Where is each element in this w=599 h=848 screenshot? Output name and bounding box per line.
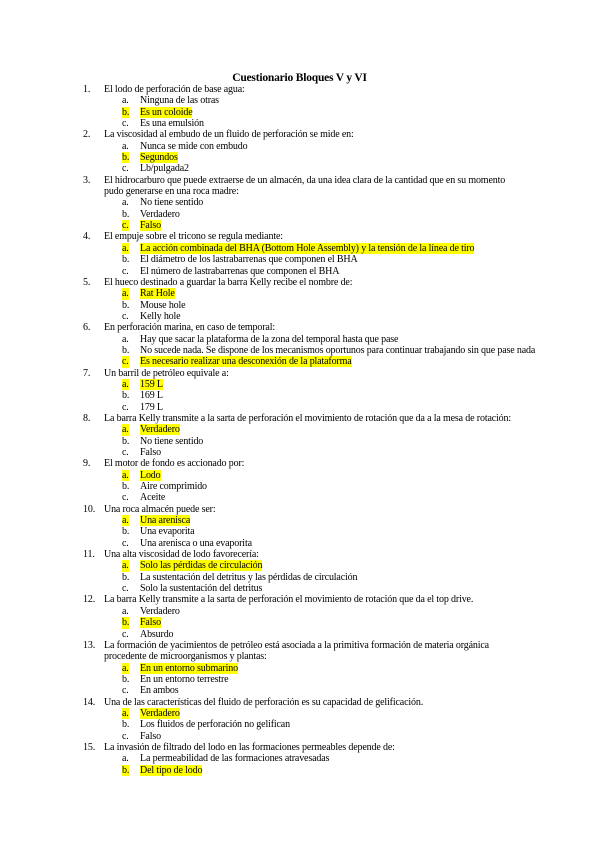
option-list — [104, 424, 515, 458]
question-text: El hidrocarburo que puede extraerse de un almacén, da una idea clara de la cantidad que en su momento pudo generarse en una roca madre: — [104, 174, 506, 198]
question-item — [0, 697, 599, 742]
option-letter: b. — [122, 435, 130, 447]
option-item-highlighted — [104, 560, 515, 571]
option-letter: c. — [122, 447, 129, 458]
option-letter: b. — [122, 764, 130, 776]
question-item — [0, 129, 599, 174]
option-text: Es una emulsión — [140, 118, 204, 130]
option-letter: b. — [122, 571, 130, 583]
option-letter: a. — [122, 662, 129, 674]
option-letter: b. — [122, 481, 130, 493]
option-item — [104, 266, 515, 277]
option-letter: b. — [122, 106, 130, 118]
question-number: 8. — [83, 412, 91, 424]
option-item-highlighted — [104, 152, 515, 163]
question-number: 2. — [83, 129, 91, 141]
question-number: 13. — [83, 639, 96, 651]
option-letter: a. — [122, 95, 129, 107]
option-text: Es un coloide — [140, 106, 193, 118]
option-letter: c. — [122, 356, 129, 368]
option-text: Hay que sacar la plataforma de la zona del temporal hasta que pase — [140, 333, 399, 345]
option-item — [104, 447, 515, 458]
option-text: Mouse hole — [140, 299, 186, 311]
option-list — [104, 333, 536, 368]
option-item — [104, 685, 515, 696]
option-text: En un entorno terrestre — [140, 673, 229, 685]
option-text: Una arenisca o una evaporita — [140, 537, 252, 549]
option-letter: c. — [122, 583, 129, 595]
option-item-highlighted — [104, 107, 515, 118]
question-item — [0, 84, 599, 129]
option-item — [104, 436, 515, 447]
option-text: Lodo — [140, 469, 161, 481]
question-item — [0, 368, 599, 413]
option-letter: c. — [122, 401, 129, 413]
option-text: Verdadero — [140, 707, 180, 719]
question-number: 11. — [83, 549, 95, 561]
option-text: Solo las pérdidas de circulación — [140, 560, 263, 572]
option-text: Es necesario realizar una desconexión de la plataforma — [140, 356, 352, 368]
option-text: Verdadero — [140, 208, 180, 220]
option-item — [104, 538, 515, 549]
option-item-highlighted — [104, 470, 515, 481]
question-item — [0, 175, 599, 232]
question-number: 12. — [83, 594, 96, 606]
option-list — [104, 197, 515, 231]
option-letter: b. — [122, 254, 130, 266]
question-item — [0, 322, 599, 367]
option-letter: a. — [122, 560, 129, 572]
question-text: Una de las características del fluido de perforación es su capacidad de gelificación. — [104, 696, 424, 708]
question-number: 4. — [83, 231, 91, 243]
question-list — [0, 84, 599, 776]
option-text: Falso — [140, 617, 161, 629]
option-letter: b. — [122, 673, 130, 685]
option-text: Del tipo de lodo — [140, 764, 203, 776]
option-text: Falso — [140, 730, 161, 742]
option-text: Solo la sustentación del detritus — [140, 583, 263, 595]
option-text: En ambos — [140, 685, 179, 697]
question-number: 15. — [83, 741, 96, 753]
option-item-highlighted — [104, 356, 515, 367]
option-item — [104, 311, 515, 322]
question-item — [0, 504, 599, 549]
option-list — [104, 95, 515, 129]
question-item — [0, 549, 599, 594]
option-text: Kelly hole — [140, 310, 181, 322]
option-text: 169 L — [140, 390, 163, 402]
option-text: Segundos — [140, 152, 178, 164]
option-item-highlighted — [104, 617, 515, 628]
option-text: El diámetro de los lastrabarrenas que componen el BHA — [140, 254, 358, 266]
option-item — [104, 254, 515, 265]
option-list — [104, 560, 515, 594]
option-text: Verdadero — [140, 605, 180, 617]
option-text: Rat Hole — [140, 288, 175, 300]
option-list — [104, 243, 515, 277]
option-item — [104, 118, 515, 129]
option-text: No sucede nada. Se dispone de los mecanismos oportunos para continuar trabajando sin que pase nada — [140, 344, 536, 356]
option-item-highlighted — [104, 708, 515, 719]
question-text: El lodo de perforación de base agua: — [104, 84, 245, 95]
option-letter: b. — [122, 208, 130, 220]
option-letter: a. — [122, 242, 129, 254]
option-item — [104, 583, 515, 594]
option-letter: c. — [122, 118, 129, 130]
option-letter: a. — [122, 288, 129, 300]
option-text: No tiene sentido — [140, 435, 204, 447]
option-text: El número de lastrabarrenas que componen el BHA — [140, 265, 340, 277]
question-item — [0, 594, 599, 639]
question-item — [0, 277, 599, 322]
question-text: Un barril de petróleo equivale a: — [104, 367, 229, 379]
option-item — [104, 526, 515, 537]
question-text: La barra Kelly transmite a la sarta de perforación el movimiento de rotación que da a la mesa de rotación: — [104, 412, 511, 424]
question-text: La formación de yacimientos de petróleo está asociada a la primitiva formación de materia orgánica procedente de microorganismos y plantas: — [104, 639, 489, 663]
option-letter: b. — [122, 719, 130, 731]
option-text: En un entorno submarino — [140, 662, 238, 674]
option-letter: a. — [122, 333, 129, 345]
option-letter: b. — [122, 152, 130, 164]
option-item — [104, 300, 515, 311]
question-number: 5. — [83, 276, 91, 288]
option-text: La sustentación del detritus y las pérdidas de circulación — [140, 571, 358, 583]
question-item — [0, 231, 599, 276]
option-letter: a. — [122, 140, 129, 152]
option-text: Una evaporita — [140, 526, 195, 538]
option-text: Aceite — [140, 492, 166, 504]
option-text: Nunca se mide con embudo — [140, 140, 248, 152]
question-text: La invasión de filtrado del lodo en las formaciones permeables depende de: — [104, 741, 395, 753]
option-letter: a. — [122, 424, 129, 436]
document-title: Cuestionario Bloques V y VI — [232, 72, 367, 84]
option-text: 159 L — [140, 378, 163, 390]
option-item-highlighted — [104, 515, 515, 526]
option-item — [104, 334, 515, 345]
option-item-highlighted — [104, 765, 515, 776]
option-list — [104, 288, 515, 322]
option-text: Falso — [140, 220, 161, 232]
question-item — [0, 742, 599, 776]
option-text: Los fluidos de perforación no gelifican — [140, 719, 290, 731]
option-item — [104, 402, 515, 413]
option-item — [104, 492, 515, 503]
option-item — [104, 209, 515, 220]
question-text: La viscosidad al embudo de un fluido de perforación se mide en: — [104, 129, 354, 141]
option-item — [104, 719, 515, 730]
question-number: 6. — [83, 322, 91, 334]
option-letter: a. — [122, 707, 129, 719]
option-letter: a. — [122, 753, 129, 765]
question-text: El motor de fondo es accionado por: — [104, 458, 245, 470]
option-letter: a. — [122, 515, 129, 527]
option-list — [104, 606, 515, 640]
option-letter: b. — [122, 299, 130, 311]
option-letter: c. — [122, 628, 129, 640]
question-item — [0, 458, 599, 503]
option-item-highlighted — [104, 220, 515, 231]
question-number: 9. — [83, 458, 91, 470]
question-item — [0, 413, 599, 458]
option-item — [104, 753, 515, 764]
option-item — [104, 629, 515, 640]
option-letter: c. — [122, 163, 129, 175]
option-item-highlighted — [104, 424, 515, 435]
option-text: La permeabilidad de las formaciones atravesadas — [140, 753, 330, 765]
question-number: 7. — [83, 367, 91, 379]
option-letter: c. — [122, 537, 129, 549]
option-text: Una arenisca — [140, 515, 191, 527]
option-item-highlighted — [104, 379, 515, 390]
option-list — [104, 470, 515, 504]
option-letter: c. — [122, 220, 129, 232]
option-text: Falso — [140, 447, 161, 458]
option-item — [104, 95, 515, 106]
option-text: La acción combinada del BHA (Bottom Hole Assembly) y la tensión de la línea de tiro — [140, 242, 475, 254]
option-list — [104, 141, 515, 175]
option-text: Verdadero — [140, 424, 180, 436]
question-number: 10. — [83, 503, 96, 515]
question-number: 3. — [83, 174, 91, 186]
option-item — [104, 390, 515, 401]
option-letter: c. — [122, 730, 129, 742]
option-letter: c. — [122, 685, 129, 697]
option-text: Lb/pulgada2 — [140, 163, 189, 175]
question-number: 1. — [83, 84, 91, 95]
option-letter: c. — [122, 492, 129, 504]
option-list — [104, 379, 515, 413]
option-letter: a. — [122, 197, 129, 209]
question-text: Una roca almacén puede ser: — [104, 503, 216, 515]
option-letter: b. — [122, 344, 130, 356]
option-letter: a. — [122, 378, 129, 390]
option-list — [104, 515, 515, 549]
option-letter: b. — [122, 617, 130, 629]
option-letter: c. — [122, 310, 129, 322]
question-text: La barra Kelly transmite a la sarta de perforación el movimiento de rotación que da el top drive. — [104, 594, 474, 606]
option-item-highlighted — [104, 288, 515, 299]
option-item — [104, 197, 515, 208]
option-text: Aire comprimido — [140, 481, 207, 493]
option-letter: b. — [122, 390, 130, 402]
option-list — [104, 753, 515, 776]
option-text: Absurdo — [140, 628, 174, 640]
option-letter: b. — [122, 526, 130, 538]
option-text: No tiene sentido — [140, 197, 204, 209]
option-list — [104, 708, 515, 742]
option-letter: c. — [122, 265, 129, 277]
option-letter: a. — [122, 469, 129, 481]
question-text: El empuje sobre el tricono se regula mediante: — [104, 231, 283, 243]
option-item — [104, 731, 515, 742]
question-text: Una alta viscosidad de lodo favorecería: — [104, 549, 259, 561]
option-item-highlighted — [104, 243, 515, 254]
option-text: Ninguna de las otras — [140, 95, 219, 107]
question-text: En perforación marina, en caso de temporal: — [104, 322, 275, 334]
question-item — [0, 640, 599, 697]
question-text: El hueco destinado a guardar la barra Kelly recibe el nombre de: — [104, 276, 353, 288]
option-item-highlighted — [104, 663, 515, 674]
option-item — [104, 674, 515, 685]
option-item — [104, 344, 536, 356]
option-item — [104, 606, 515, 617]
option-item — [104, 572, 515, 583]
option-item — [104, 163, 515, 174]
option-item — [104, 481, 515, 492]
question-number: 14. — [83, 696, 96, 708]
option-item — [104, 141, 515, 152]
option-letter: a. — [122, 605, 129, 617]
option-list — [104, 663, 515, 697]
option-text: 179 L — [140, 401, 163, 413]
